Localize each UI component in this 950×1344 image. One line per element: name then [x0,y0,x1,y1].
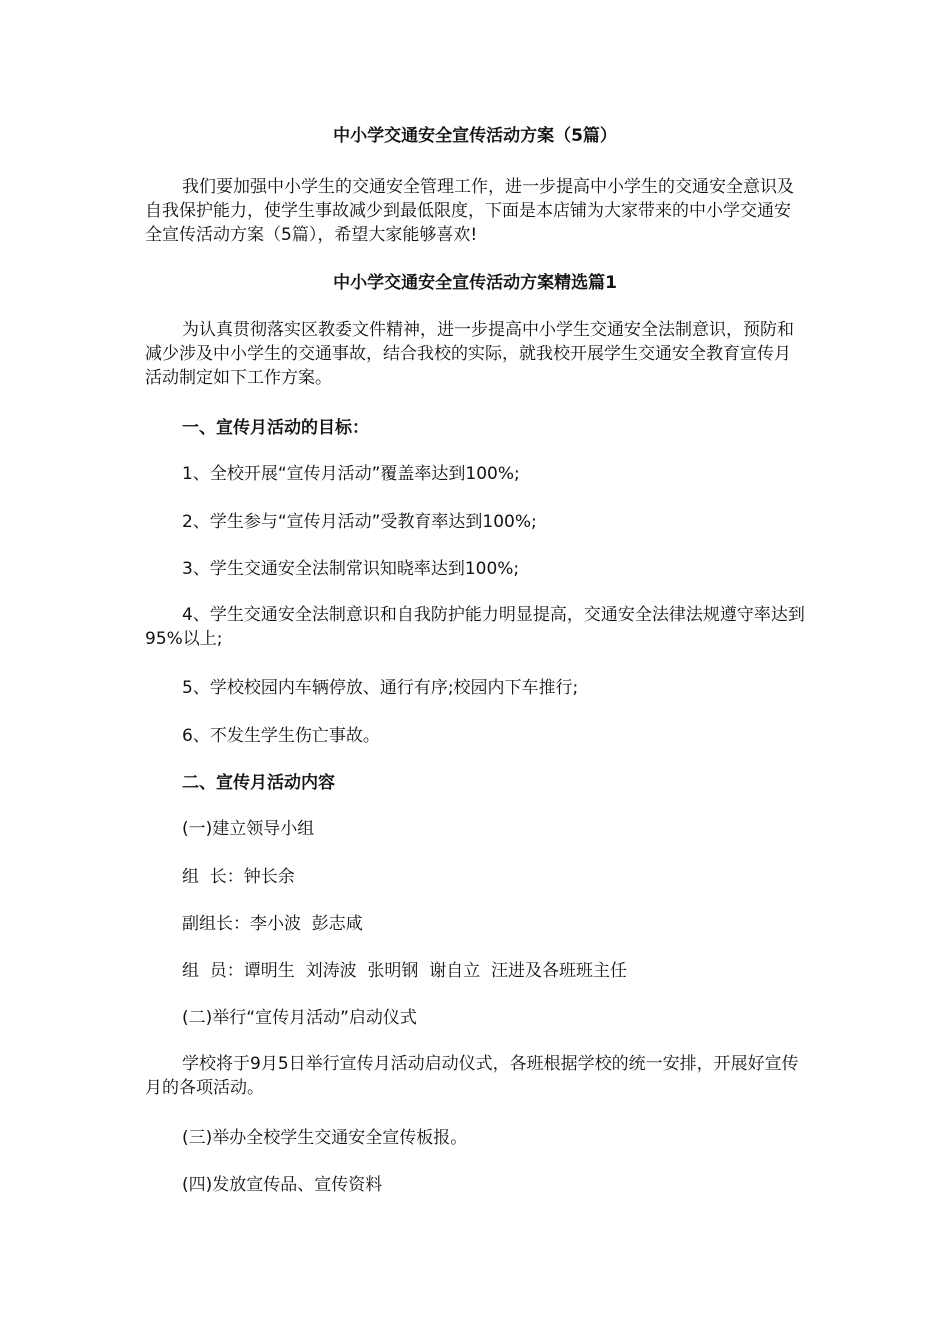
goals-heading: 一、宣传月活动的目标： [182,418,369,438]
section-title: 中小学交通安全宣传活动方案精选篇1 [333,273,617,293]
goal-item-5: 5、学校校园内车辆停放、通行有序;校园内下车推行; [182,678,579,698]
team-members: 组 员：谭明生 刘涛波 张明钢 谢自立 汪进及各班班主任 [182,961,628,981]
goal-item-4: 4、学生交通安全法制意识和自我防护能力明显提高，交通安全法律法规遵守率达到95%以上; [145,605,805,649]
content-item-2: (二)举行“宣传月活动”启动仪式 [182,1008,417,1028]
goal-item-1: 1、全校开展“宣传月活动”覆盖率达到100%; [182,464,520,484]
content-item-4: (四)发放宣传品、宣传资料 [182,1175,383,1195]
goal-item-3: 3、学生交通安全法制常识知晓率达到100%; [182,559,520,579]
intro-paragraph: 我们要加强中小学生的交通安全管理工作，进一步提高中小学生的交通安全意识及自我保护能力，使学生事故减少到最低限度，下面是本店铺为大家带来的中小学交通安全宣传活动方案（5篇），希望大家能够喜欢! [145,177,794,245]
document-title: 中小学交通安全宣传活动方案（5篇） [333,126,617,146]
content-heading: 二、宣传月活动内容 [182,773,335,793]
goal-item-2: 2、学生参与“宣传月活动”受教育率达到100%; [182,512,537,532]
content-item-3: (三)举办全校学生交通安全宣传板报。 [182,1128,468,1148]
team-leader: 组 长：钟长余 [182,867,295,887]
team-deputy: 副组长：李小波 彭志咸 [182,914,363,934]
goal-item-6: 6、不发生学生伤亡事故。 [182,726,380,746]
content-item-1: (一)建立领导小组 [182,819,315,839]
ceremony-paragraph: 学校将于9月5日举行宣传月活动启动仪式，各班根据学校的统一安排，开展好宣传月的各项活动。 [145,1054,799,1098]
section-intro-paragraph: 为认真贯彻落实区教委文件精神，进一步提高中小学生交通安全法制意识，预防和减少涉及中小学生的交通事故，结合我校的实际，就我校开展学生交通安全教育宣传月活动制定如下工作方案。 [145,320,794,388]
